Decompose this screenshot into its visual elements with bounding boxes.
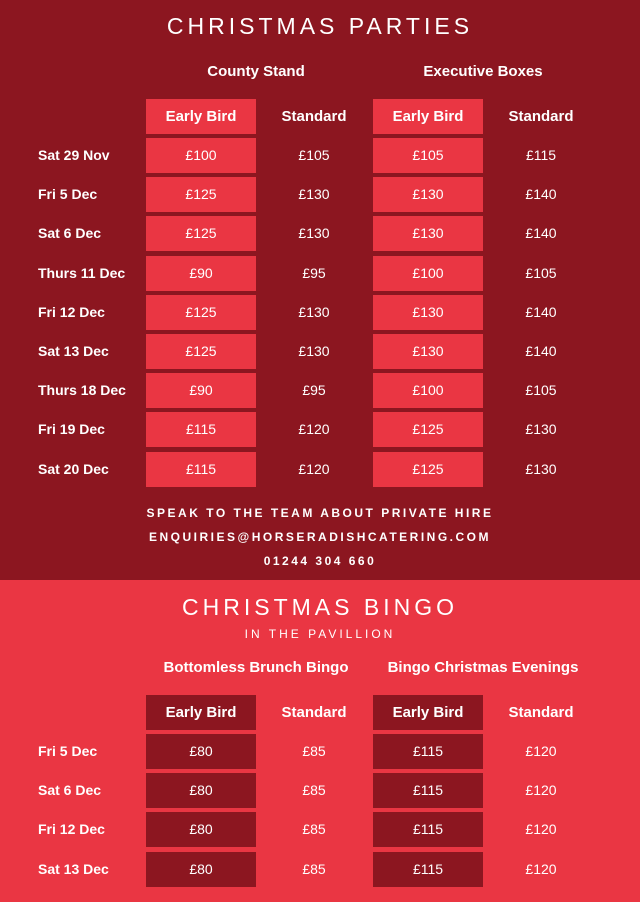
price-cell-early-bird: £125	[146, 177, 256, 212]
row-date: Sat 6 Dec	[38, 225, 102, 241]
price-cell-early-bird: £130	[373, 177, 483, 212]
price-cell-early-bird: £105	[373, 138, 483, 173]
row-date: Thurs 18 Dec	[38, 382, 126, 398]
price-cell-standard: £140	[525, 225, 557, 241]
price-cell-standard: £130	[298, 186, 330, 202]
row-date: Sat 20 Dec	[38, 461, 109, 477]
column-header-early-bird: Early Bird	[373, 99, 483, 134]
price-cell-early-bird: £125	[146, 295, 256, 330]
column-header-early-bird: Early Bird	[373, 695, 483, 730]
column-header-standard: Standard	[508, 704, 574, 721]
row-date: Fri 5 Dec	[38, 743, 98, 759]
price-cell-early-bird: £125	[373, 452, 483, 487]
price-cell-standard: £140	[525, 343, 557, 359]
contact-phone[interactable]: 01244 304 660	[263, 554, 377, 568]
price-cell-standard: £130	[298, 225, 330, 241]
price-cell-early-bird: £115	[373, 773, 483, 808]
price-cell-standard: £130	[525, 421, 557, 437]
price-cell-early-bird: £130	[373, 216, 483, 251]
group-bingo-christmas-evenings: Bingo Christmas Evenings	[387, 659, 579, 676]
row-date: Fri 19 Dec	[38, 421, 105, 437]
price-cell-early-bird: £100	[373, 256, 483, 291]
price-cell-early-bird: £115	[373, 812, 483, 847]
price-cell-standard: £120	[298, 421, 330, 437]
row-date: Thurs 11 Dec	[38, 265, 126, 281]
price-cell-early-bird: £100	[146, 138, 256, 173]
parties-title: CHRISTMAS PARTIES	[166, 13, 474, 39]
price-cell-early-bird: £80	[146, 812, 256, 847]
price-cell-standard: £115	[525, 147, 557, 163]
column-header-standard: Standard	[281, 108, 347, 125]
group-county-stand: County Stand	[207, 63, 305, 80]
price-cell-standard: £105	[525, 382, 557, 398]
row-date: Sat 13 Dec	[38, 343, 109, 359]
price-cell-standard: £120	[525, 782, 557, 798]
price-cell-early-bird: £130	[373, 295, 483, 330]
price-cell-early-bird: £90	[146, 256, 256, 291]
contact-email[interactable]: ENQUIRIES@HORSERADISHCATERING.COM	[149, 530, 491, 544]
column-header-early-bird: Early Bird	[146, 695, 256, 730]
price-cell-standard: £120	[525, 743, 557, 759]
row-date: Sat 6 Dec	[38, 782, 102, 798]
price-cell-standard: £85	[302, 782, 326, 798]
price-cell-standard: £130	[298, 343, 330, 359]
price-cell-standard: £85	[302, 743, 326, 759]
row-date: Sat 13 Dec	[38, 861, 109, 877]
price-cell-early-bird: £115	[373, 852, 483, 887]
price-cell-early-bird: £90	[146, 373, 256, 408]
price-cell-standard: £105	[298, 147, 330, 163]
row-date: Fri 12 Dec	[38, 821, 105, 837]
price-cell-early-bird: £130	[373, 334, 483, 369]
bingo-title: CHRISTMAS BINGO	[182, 594, 458, 620]
row-date: Fri 12 Dec	[38, 304, 105, 320]
price-cell-early-bird: £125	[146, 216, 256, 251]
price-cell-standard: £120	[525, 861, 557, 877]
price-cell-early-bird: £115	[146, 412, 256, 447]
column-header-standard: Standard	[281, 704, 347, 721]
group-bottomless-brunch-bingo: Bottomless Brunch Bingo	[163, 659, 349, 676]
price-cell-standard: £85	[302, 821, 326, 837]
column-header-early-bird: Early Bird	[146, 99, 256, 134]
price-cell-early-bird: £115	[146, 452, 256, 487]
private-hire-text: SPEAK TO THE TEAM ABOUT PRIVATE HIRE	[146, 506, 494, 520]
price-cell-early-bird: £80	[146, 852, 256, 887]
price-cell-early-bird: £125	[373, 412, 483, 447]
price-cell-early-bird: £80	[146, 734, 256, 769]
bingo-subtitle: IN THE PAVILLION	[244, 627, 396, 641]
row-date: Sat 29 Nov	[38, 147, 110, 163]
group-executive-boxes: Executive Boxes	[423, 63, 543, 80]
price-cell-early-bird: £100	[373, 373, 483, 408]
price-cell-early-bird: £125	[146, 334, 256, 369]
price-cell-standard: £140	[525, 186, 557, 202]
column-header-standard: Standard	[508, 108, 574, 125]
price-cell-standard: £130	[525, 461, 557, 477]
price-cell-standard: £120	[525, 821, 557, 837]
price-cell-standard: £130	[298, 304, 330, 320]
price-cell-standard: £85	[302, 861, 326, 877]
row-date: Fri 5 Dec	[38, 186, 98, 202]
price-cell-standard: £95	[302, 265, 326, 281]
price-cell-standard: £120	[298, 461, 330, 477]
price-cell-standard: £105	[525, 265, 557, 281]
price-cell-early-bird: £80	[146, 773, 256, 808]
price-cell-early-bird: £115	[373, 734, 483, 769]
price-cell-standard: £140	[525, 304, 557, 320]
price-cell-standard: £95	[302, 382, 326, 398]
